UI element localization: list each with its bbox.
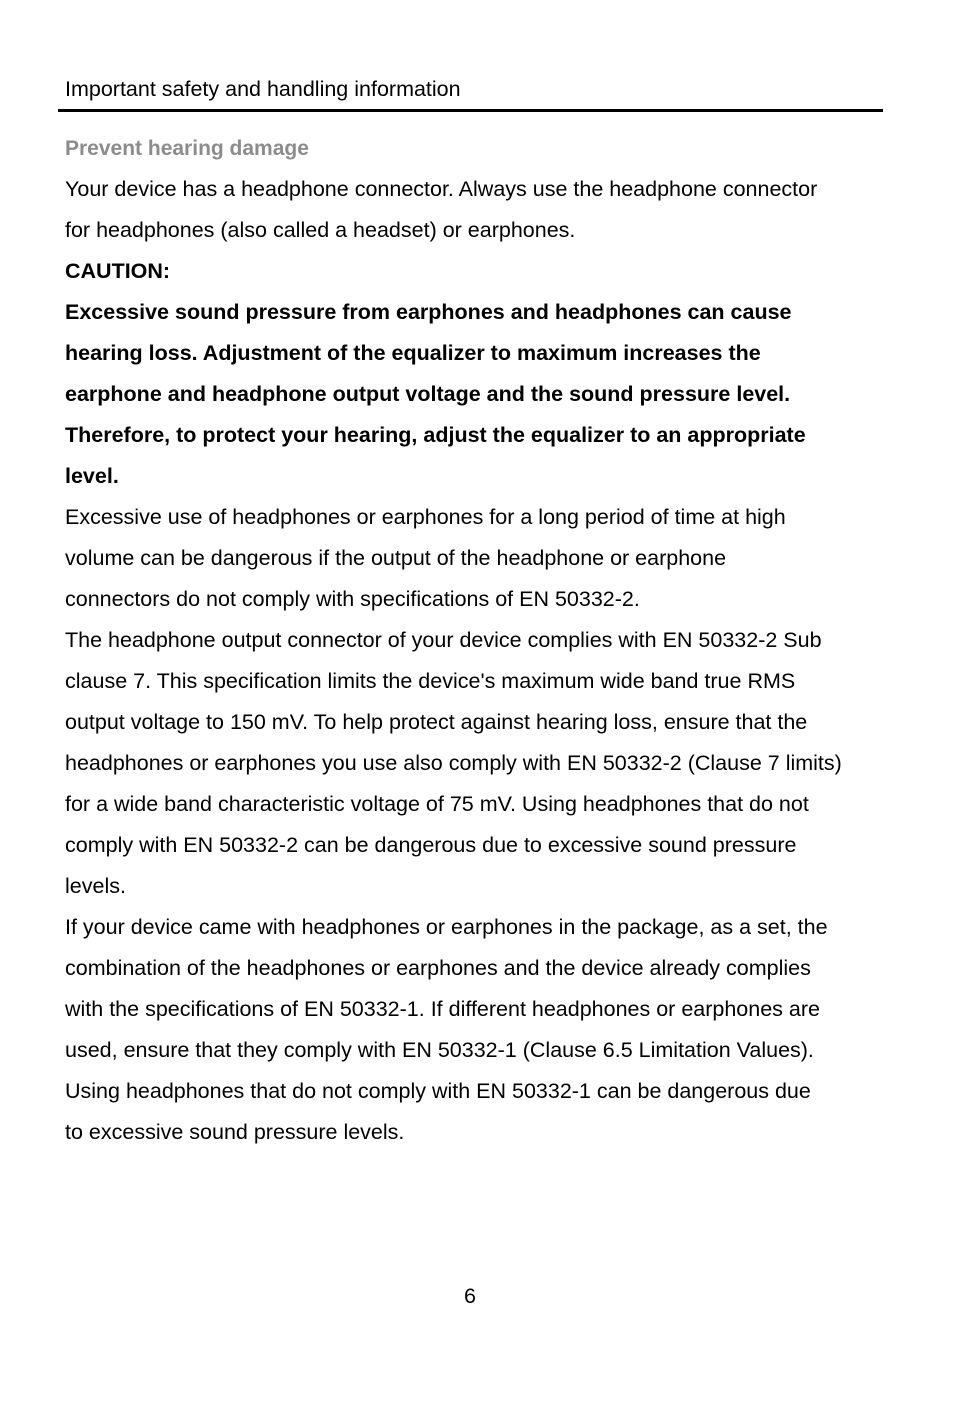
intro-paragraph [65,169,885,251]
output-connector-paragraph [65,620,885,907]
packaged-headphones-paragraph [65,907,885,1153]
caution-label-text: CAUTION: [65,259,171,283]
page-body [65,128,885,1153]
caution-line: earphone and headphone output voltage and the sound pressure level. [65,382,791,406]
paragraph-line: volume can be dangerous if the output of the headphone or earphone [65,546,727,570]
paragraph-line: Excessive use of headphones or earphones for a long period of time at high [65,505,786,529]
paragraph-line: output voltage to 150 mV. To help protect against hearing loss, ensure that the [65,710,808,734]
paragraph-line: used, ensure that they comply with EN 50332-1 (Clause 6.5 Limitation Values). [65,1038,814,1062]
paragraph-line: connectors do not comply with specifications of EN 50332-2. [65,587,640,611]
caution-line: Excessive sound pressure from earphones and headphones can cause [65,300,792,324]
paragraph-line: to excessive sound pressure levels. [65,1120,405,1144]
paragraph-line: clause 7. This specification limits the device's maximum wide band true RMS [65,669,796,693]
intro-line: for headphones (also called a headset) or earphones. [65,218,576,242]
caution-line: level. [65,464,119,488]
running-header: Important safety and handling information [65,77,461,101]
paragraph-line: If your device came with headphones or earphones in the package, as a set, the [65,915,828,939]
page-number: 6 [464,1284,476,1308]
caution-line: hearing loss. Adjustment of the equalizer to maximum increases the [65,341,761,365]
caution-paragraph [65,292,885,497]
paragraph-line: combination of the headphones or earphones and the device already complies [65,956,811,980]
excessive-use-paragraph [65,497,885,620]
paragraph-line: with the specifications of EN 50332-1. If different headphones or earphones are [65,997,820,1021]
caution-line: Therefore, to protect your hearing, adjust the equalizer to an appropriate [65,423,806,447]
caution-label [65,251,885,292]
paragraph-line: Using headphones that do not comply with EN 50332-1 can be dangerous due [65,1079,811,1103]
section-heading: Prevent hearing damage [65,137,309,160]
paragraph-line: comply with EN 50332-2 can be dangerous due to excessive sound pressure [65,833,797,857]
header-divider [58,109,883,112]
paragraph-line: levels. [65,874,126,898]
paragraph-line: The headphone output connector of your device complies with EN 50332-2 Sub [65,628,822,652]
paragraph-line: for a wide band characteristic voltage of 75 mV. Using headphones that do not [65,792,809,816]
intro-line: Your device has a headphone connector. Always use the headphone connector [65,177,818,201]
paragraph-line: headphones or earphones you use also comply with EN 50332-2 (Clause 7 limits) [65,751,842,775]
